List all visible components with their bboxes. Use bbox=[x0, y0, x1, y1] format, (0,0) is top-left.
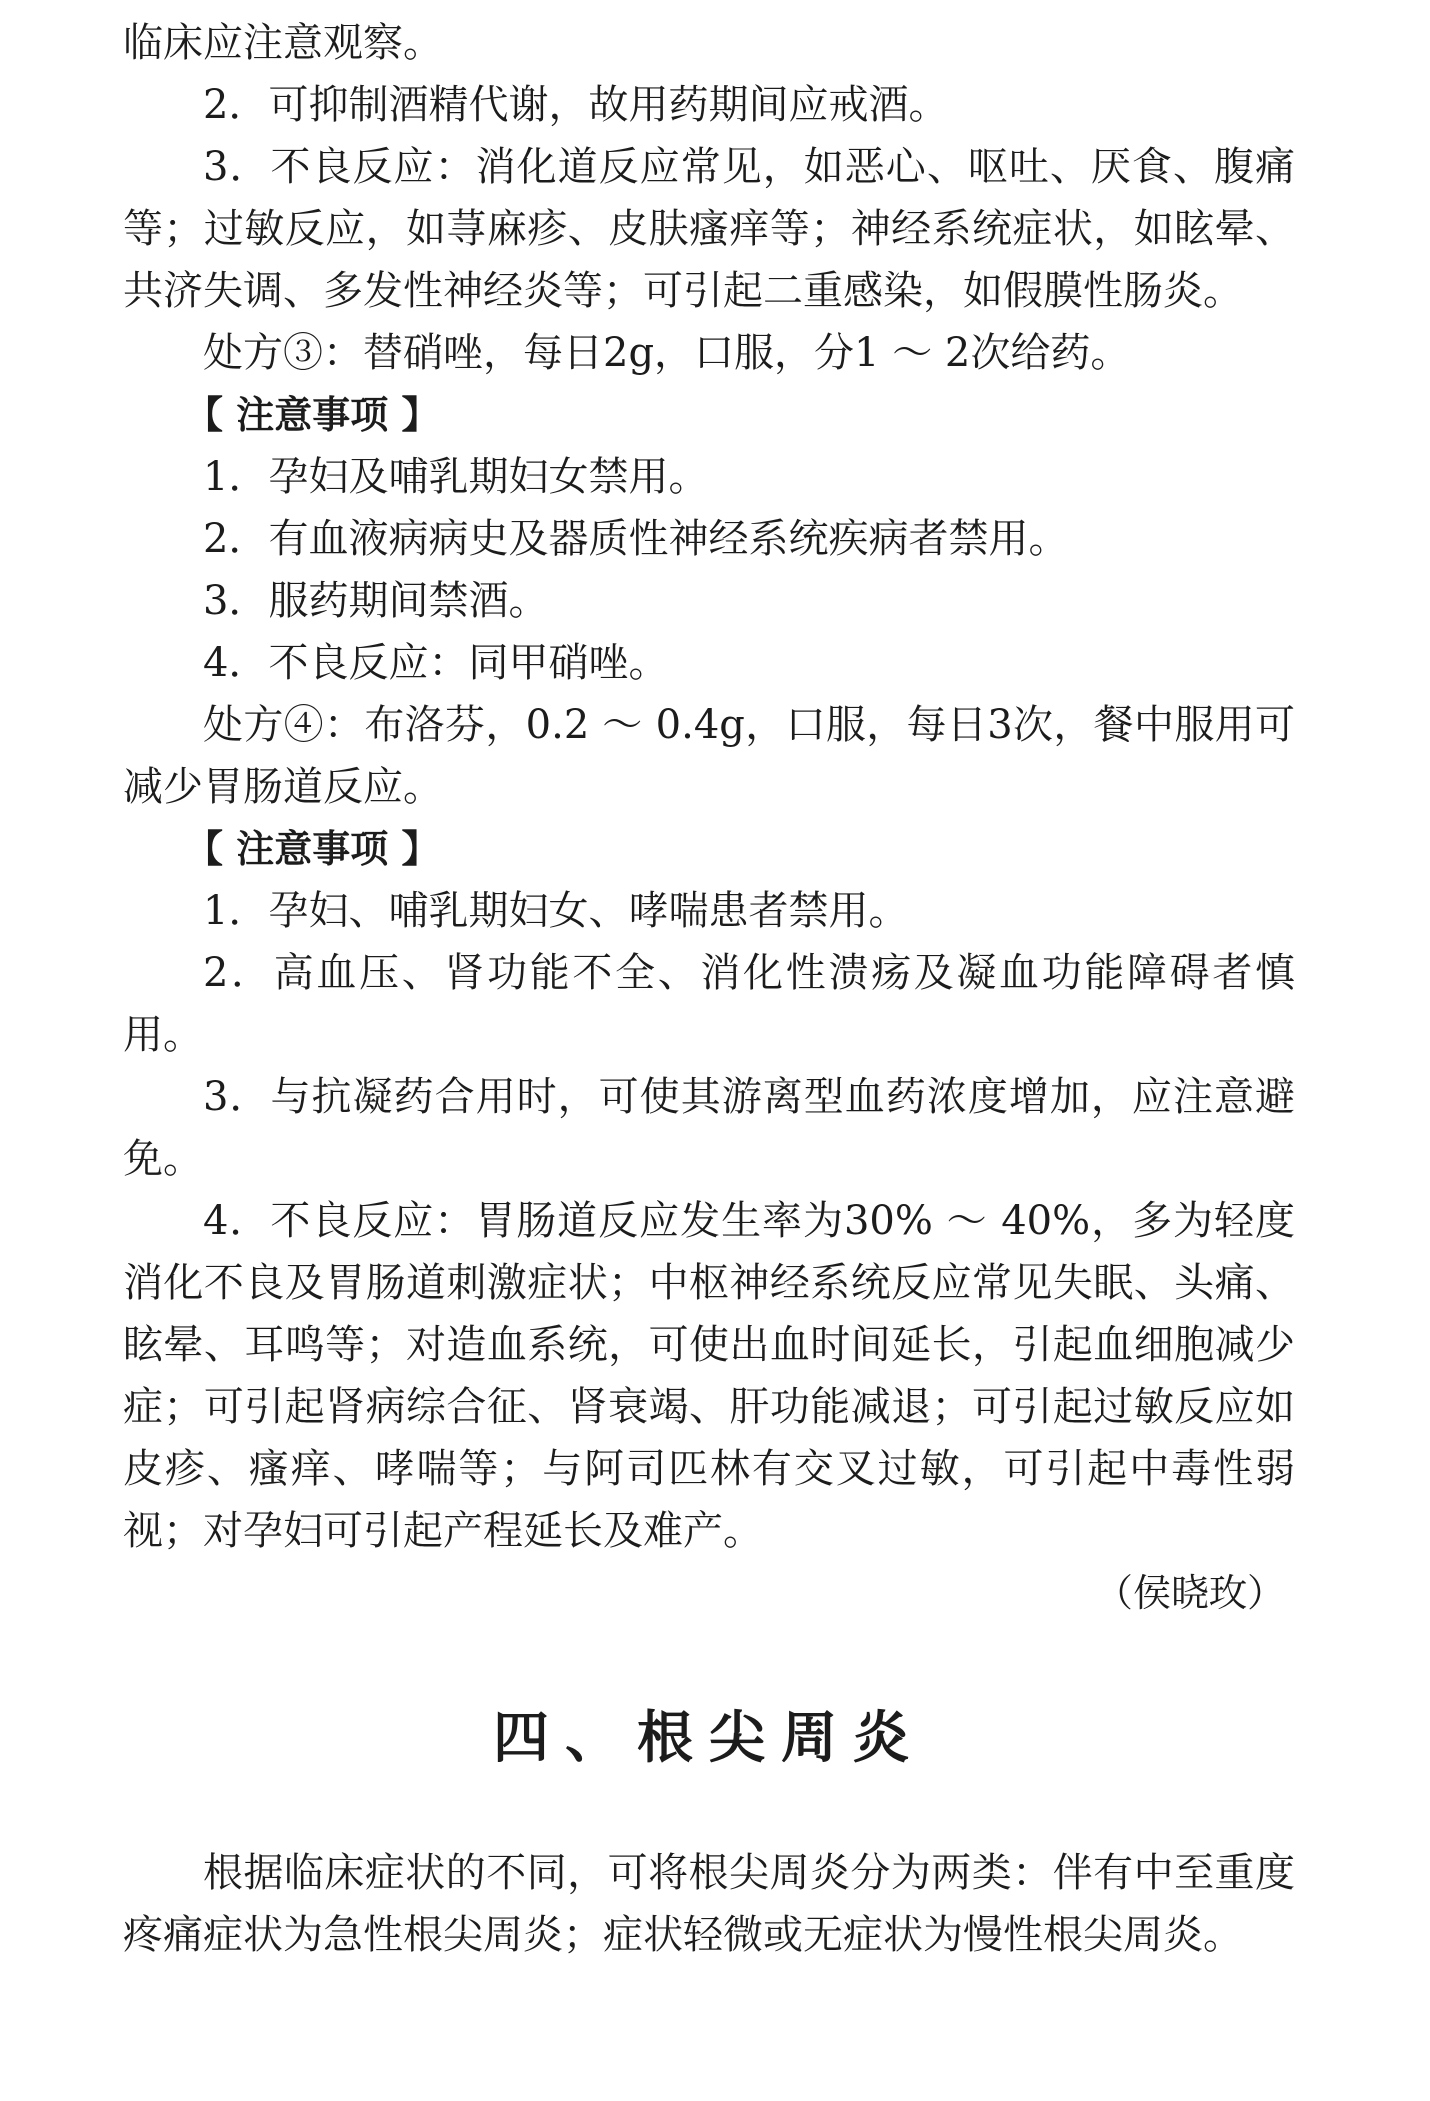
notes-heading-1: 【 注意事项 】 bbox=[185, 393, 440, 437]
notes-1-item-4: 4．不良反应：同甲硝唑。 bbox=[203, 640, 669, 686]
paragraph-note-2: 2．可抑制酒精代谢，故用药期间应戒酒。 bbox=[203, 82, 949, 128]
notes-heading-2: 【 注意事项 】 bbox=[185, 827, 440, 871]
notes-1-item-3: 3．服药期间禁酒。 bbox=[203, 578, 549, 624]
notes-2-item-3: 3．与抗凝药合用时，可使其游离型血药浓度增加，应注意避免。 bbox=[123, 1074, 1295, 1182]
text-column bbox=[123, 12, 1295, 1966]
notes-1-item-1: 1．孕妇及哺乳期妇女禁用。 bbox=[203, 454, 709, 500]
section-intro: 根据临床症状的不同，可将根尖周炎分为两类：伴有中至重度疼痛症状为急性根尖周炎；症状轻微或无症状为慢性根尖周炎。 bbox=[123, 1850, 1295, 1958]
notes-1-item-2: 2．有血液病病史及器质性神经系统疾病者禁用。 bbox=[203, 516, 1069, 562]
author-credit: （侯晓玫） bbox=[1094, 1571, 1285, 1615]
section-title: 四、根尖周炎 bbox=[493, 1706, 925, 1771]
paragraph-note-3: 3．不良反应：消化道反应常见，如恶心、呕吐、厌食、腹痛等；过敏反应，如荨麻疹、皮肤瘙痒等；神经系统症状，如眩晕、共济失调、多发性神经炎等；可引起二重感染，如假膜性肠炎。 bbox=[123, 144, 1295, 314]
notes-2-item-2: 2．高血压、肾功能不全、消化性溃疡及凝血功能障碍者慎用。 bbox=[123, 950, 1295, 1058]
prescription-3: 处方③：替硝唑，每日2g，口服，分1 ～ 2次给药。 bbox=[203, 330, 1131, 376]
notes-2-item-4: 4．不良反应：胃肠道反应发生率为30% ～ 40%，多为轻度消化不良及胃肠道刺激症状；中枢神经系统反应常见失眠、头痛、眩晕、耳鸣等；对造血系统，可使出血时间延长，引起血细胞减少症；可引起肾病综合征、肾衰竭、肝功能减退；可引起过敏反应如皮疹、瘙痒、哮喘等；与阿司匹林有交叉过敏，可引起中毒性弱视；对孕妇可引起产程延长及难产。 bbox=[123, 1198, 1295, 1554]
notes-2-item-1: 1．孕妇、哺乳期妇女、哮喘患者禁用。 bbox=[203, 888, 909, 934]
paragraph-continuation: 临床应注意观察。 bbox=[123, 20, 443, 66]
prescription-4: 处方④：布洛芬，0.2 ～ 0.4g，口服，每日3次，餐中服用可减少胃肠道反应。 bbox=[123, 702, 1295, 810]
